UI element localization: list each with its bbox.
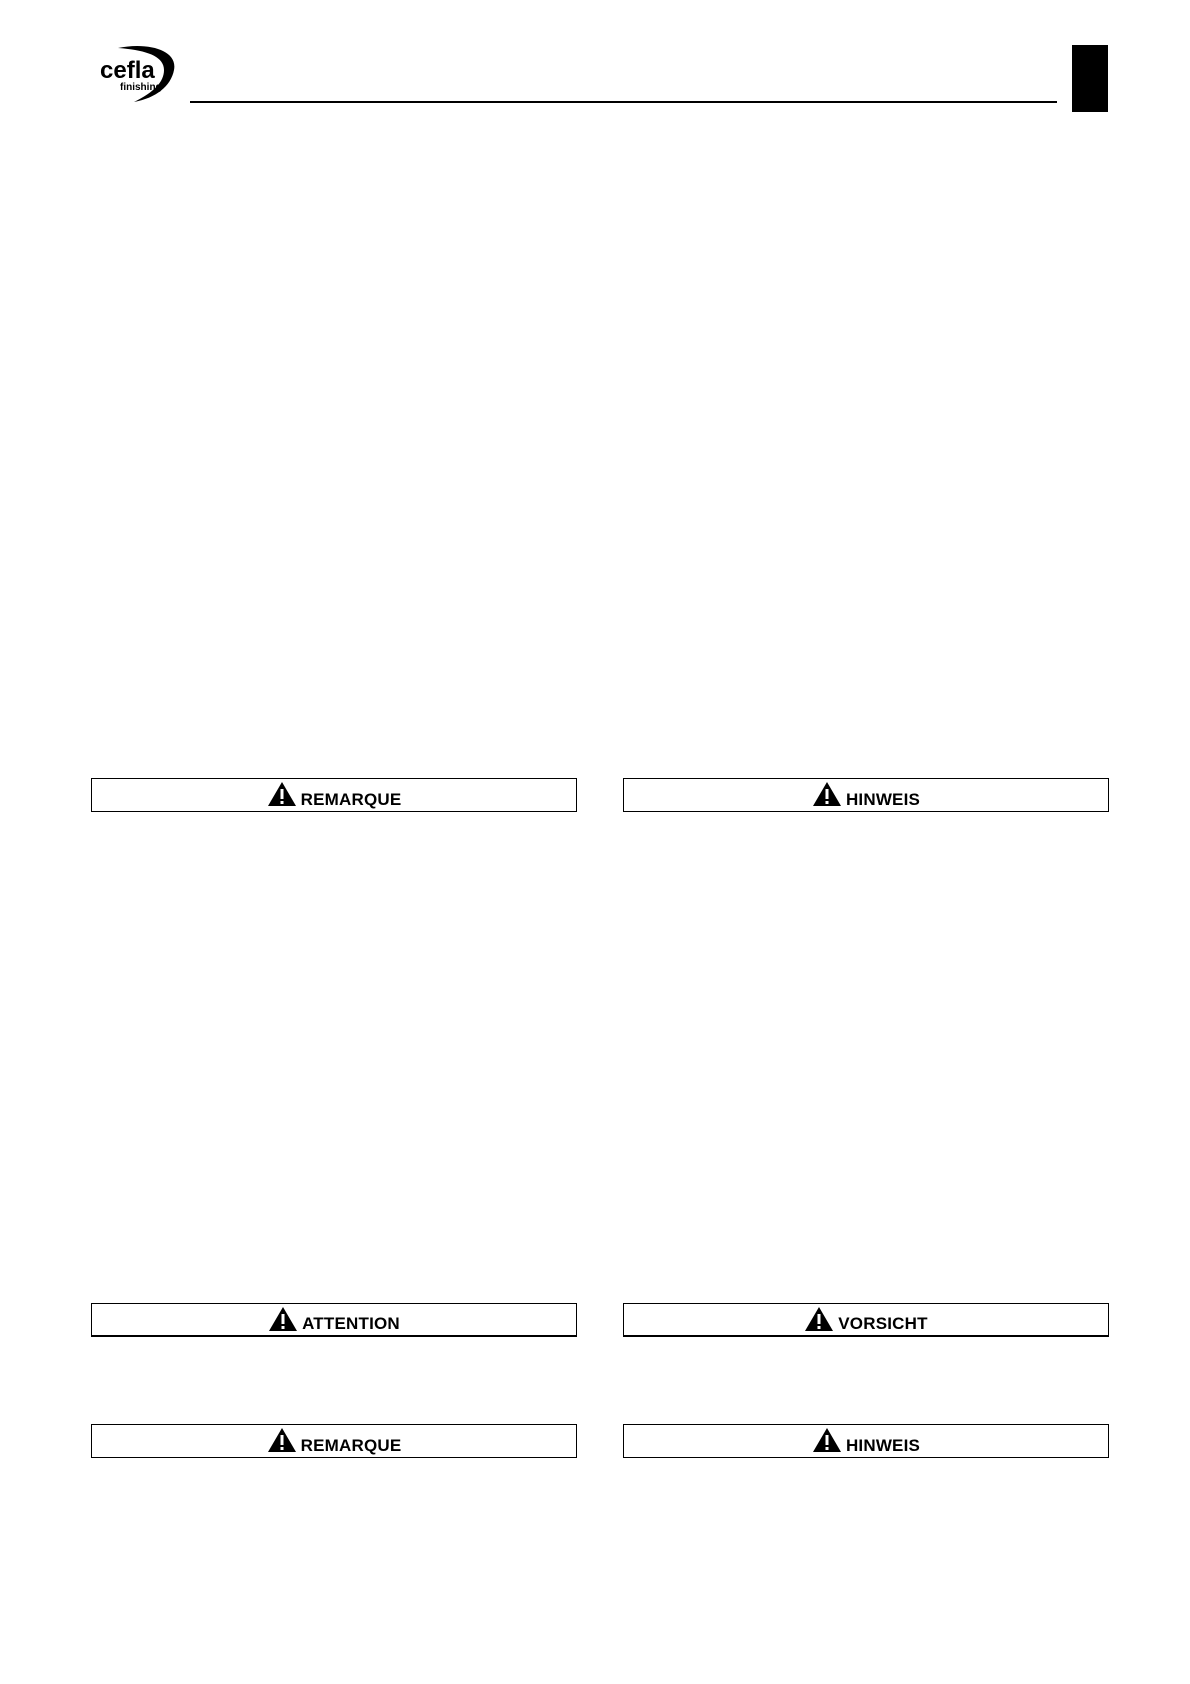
logo-brand-text: cefla	[100, 57, 155, 84]
notice-banner-hinweis	[623, 1424, 1109, 1458]
warning-triangle-icon	[267, 1427, 297, 1453]
warning-triangle-icon	[812, 781, 842, 807]
cefla-finishing-logo	[98, 44, 178, 106]
notice-label: HINWEIS	[845, 789, 921, 809]
notice-label: REMARQUE	[300, 1435, 402, 1455]
notice-label: ATTENTION	[302, 1314, 400, 1333]
section-tab-marker	[1072, 45, 1108, 112]
logo-sub-text: finishing	[120, 82, 162, 93]
warning-triangle-icon	[812, 1427, 842, 1453]
notice-banner-hinweis	[623, 778, 1109, 812]
notice-label: REMARQUE	[300, 789, 402, 809]
notice-banner-attention	[91, 1303, 577, 1337]
header-rule	[190, 101, 1057, 103]
notice-label: HINWEIS	[845, 1435, 921, 1455]
notice-banner-vorsicht	[623, 1303, 1109, 1337]
warning-triangle-icon	[804, 1306, 834, 1332]
notice-banner-remarque	[91, 778, 577, 812]
warning-triangle-icon	[267, 781, 297, 807]
notice-label: VORSICHT	[838, 1314, 928, 1333]
warning-triangle-icon	[268, 1306, 298, 1332]
notice-banner-remarque	[91, 1424, 577, 1458]
